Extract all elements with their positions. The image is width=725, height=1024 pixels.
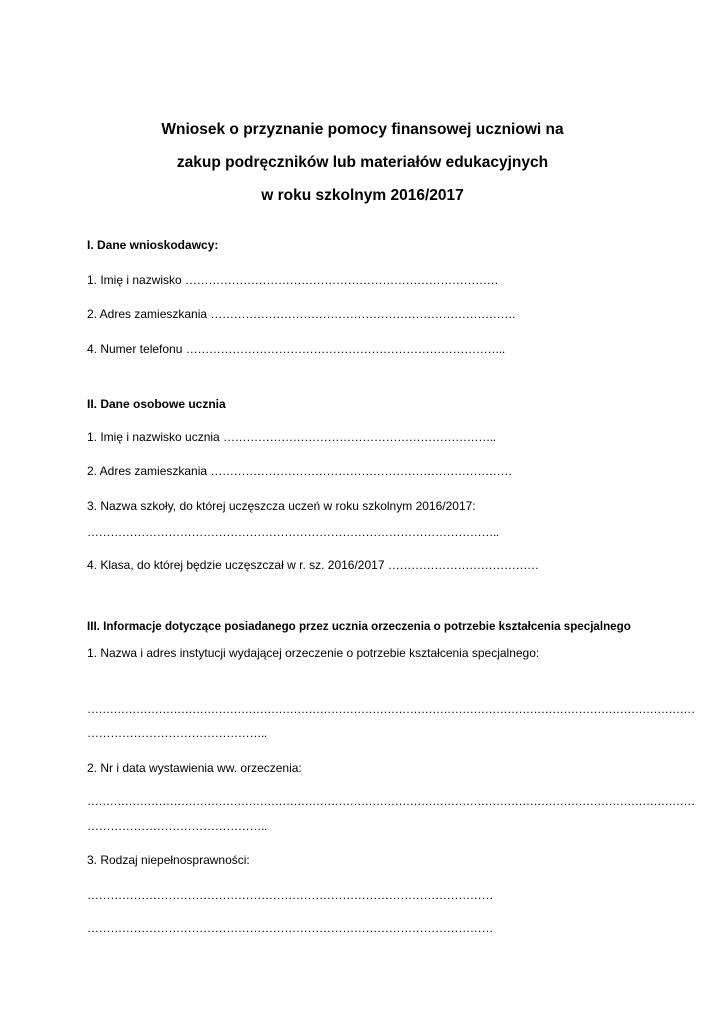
section-1-heading: I. Dane wnioskodawcy: xyxy=(87,238,219,252)
student-class-label: 4. Klasa, do której będzie uczęszczał w r. sz. 2016/2017 xyxy=(87,558,385,572)
certificate-number-blank-long: ……………………………………………………………………………………………………………………………………………… xyxy=(87,794,695,808)
applicant-address-blank: ……………………………………………………………………. xyxy=(210,307,515,321)
certificate-number-blank-short: ……………………………………….. xyxy=(87,819,267,833)
applicant-phone-blank: ……………………………………………………………………….. xyxy=(185,342,505,356)
applicant-address-field xyxy=(87,306,515,322)
student-name-label: 1. Imię i nazwisko ucznia xyxy=(87,430,220,444)
institution-question: 1. Nazwa i adres instytucji wydającej orzeczenie o potrzebie kształcenia specjalnego: xyxy=(87,646,540,660)
applicant-name-field xyxy=(87,272,498,288)
student-class-field xyxy=(87,557,539,573)
section-2-heading: II. Dane osobowe ucznia xyxy=(87,397,226,411)
applicant-phone-label: 4. Numer telefonu xyxy=(87,342,183,356)
applicant-phone-field xyxy=(87,341,505,357)
document-title-line-1: Wniosek o przyznanie pomocy finansowej uczniowi na xyxy=(161,121,564,138)
applicant-address-label: 2. Adres zamieszkania xyxy=(87,307,208,321)
institution-blank-long: ……………………………………………………………………………………………………………………………………………… xyxy=(87,702,695,716)
student-address-blank: …………………………………………………………………… xyxy=(210,464,513,478)
disability-type-question: 3. Rodzaj niepełnosprawności: xyxy=(87,853,250,867)
certificate-number-question: 2. Nr i data wystawienia ww. orzeczenia: xyxy=(87,761,302,775)
student-address-label: 2. Adres zamieszkania xyxy=(87,464,208,478)
institution-blank-short: ……………………………………….. xyxy=(87,726,267,740)
student-name-blank: …………………………………………………………….. xyxy=(223,430,496,444)
applicant-name-blank: ……………………………………………………………………… xyxy=(185,273,499,287)
applicant-name-label: 1. Imię i nazwisko xyxy=(87,273,182,287)
student-address-field xyxy=(87,463,512,479)
disability-type-blank-2: …………………………………………………………………………………………… xyxy=(87,921,494,935)
student-class-blank: ………………………………… xyxy=(387,558,539,572)
student-name-field xyxy=(87,429,496,445)
school-name-blank: …………………………………………………………………………………………….. xyxy=(87,525,499,539)
document-title-line-3: w roku szkolnym 2016/2017 xyxy=(261,187,464,204)
disability-type-blank-1: …………………………………………………………………………………………… xyxy=(87,888,494,902)
school-name-label: 3. Nazwa szkoły, do której uczęszcza uczeń w roku szkolnym 2016/2017: xyxy=(87,499,476,513)
section-3-heading: III. Informacje dotyczące posiadanego przez ucznia orzeczenia o potrzebie kształcenia specjalnego xyxy=(87,620,631,633)
document-title-line-2: zakup podręczników lub materiałów edukacyjnych xyxy=(176,154,549,171)
